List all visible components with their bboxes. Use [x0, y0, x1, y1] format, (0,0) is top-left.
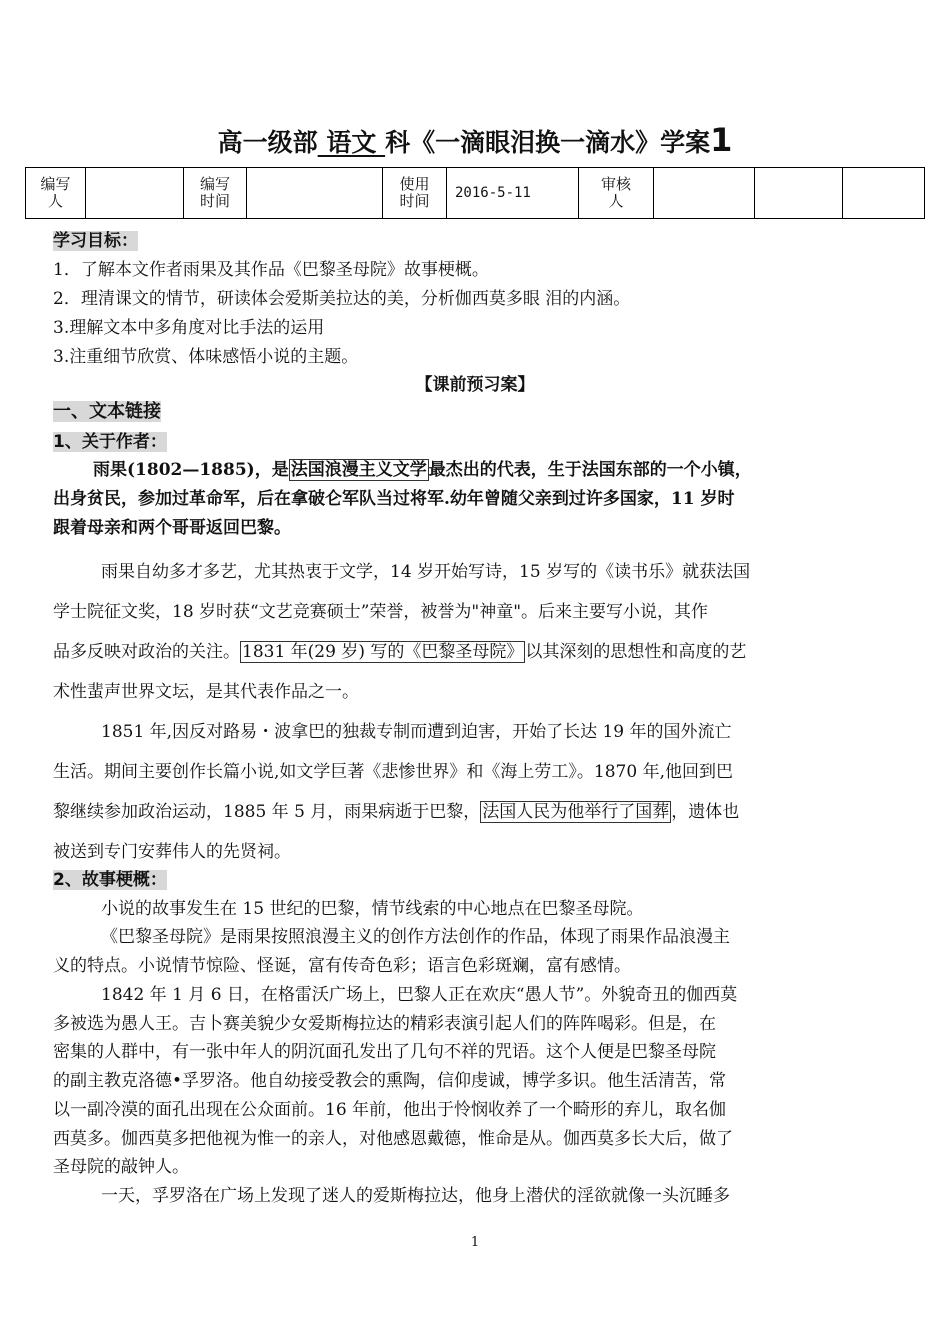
- objective-item: 1．了解本文作者雨果及其作品《巴黎圣母院》故事梗概。: [53, 260, 489, 280]
- author-para3-line: 生活。期间主要创作长篇小说,如文学巨著《悲惨世界》和《海上劳工》。1870 年,他回到巴: [53, 762, 733, 782]
- use-time-label: 使用 时间: [383, 168, 447, 219]
- author-label: 编写 人: [26, 168, 86, 219]
- story-line: 西莫多。伽西莫多把他视为惟一的亲人，对他感恩戴德，惟命是从。伽西莫多长大后，做了: [53, 1129, 733, 1149]
- subsection-heading-story: 2、故事梗概：: [53, 870, 167, 890]
- page-title: [0, 120, 950, 163]
- empty-cell: [755, 168, 843, 219]
- story-line: 密集的人群中，有一张中年人的阴沉面孔发出了几句不祥的咒语。这个人便是巴黎圣母院: [53, 1042, 716, 1062]
- author-para3-line: 1851 年,因反对路易・波拿巴的独裁专制而遭到迫害，开始了长达 19 年的国外流亡: [101, 722, 732, 742]
- meta-table: [25, 167, 925, 219]
- story-line: 一天，孚罗洛在广场上发现了迷人的爱斯梅拉达，他身上潜伏的淫欲就像一头沉睡多: [101, 1186, 730, 1206]
- story-line: 《巴黎圣母院》是雨果按照浪漫主义的创作方法创作的作品，体现了雨果作品浪漫主: [101, 927, 730, 947]
- page-number: 1: [470, 1235, 480, 1250]
- author-para3-line: 被送到专门安葬伟人的先贤祠。: [53, 842, 291, 862]
- highlight-box: 1831 年(29 岁) 写的《巴黎圣母院》: [242, 642, 524, 662]
- preview-heading: 【课前预习案】: [415, 375, 535, 395]
- author-para1-line: 跟着母亲和两个哥哥返回巴黎。: [53, 518, 291, 538]
- story-line: 以一副冷漠的面孔出现在公众面前。16 年前，他出于怜悯收养了一个畸形的弃儿，取名伽: [53, 1100, 727, 1120]
- subsection-heading-author: 1、关于作者：: [53, 432, 167, 452]
- author-para3-line: 黎继续参加政治运动，1885 年 5 月，雨果病逝于巴黎， 法国人民为他举行了国葬 ，遗体也: [53, 802, 740, 822]
- author-para2-line: 雨果自幼多才多艺，尤其热衷于文学，14 岁开始写诗，15 岁写的《读书乐》就获法国: [101, 562, 751, 582]
- author-para2-line: 术性蜚声世界文坛，是其代表作品之一。: [53, 682, 359, 702]
- use-time-value: 2016-5-11: [447, 168, 579, 219]
- empty-cell: [843, 168, 925, 219]
- title-number: 1: [710, 121, 733, 159]
- highlight-box: 法国人民为他举行了国葬: [482, 802, 670, 822]
- author-para2-line: 品多反映对政治的关注。 1831 年(29 岁) 写的《巴黎圣母院》 以其深刻的思想性和高度的艺: [53, 642, 747, 662]
- story-line: 多被选为愚人王。吉卜赛美貌少女爱斯梅拉达的精彩表演引起人们的阵阵喝彩。但是，在: [53, 1014, 716, 1034]
- objective-item: 3.注重细节欣赏、体味感悟小说的主题。: [53, 347, 359, 367]
- write-time-value: [247, 168, 383, 219]
- objective-item: 3.理解文本中多角度对比手法的运用: [53, 318, 325, 338]
- author-para1-line: 出身贫民，参加过革命军，后在拿破仑军队当过将军.幼年曾随父亲到过许多国家，11 岁时: [53, 489, 735, 509]
- story-line: 圣母院的敲钟人。: [53, 1157, 189, 1177]
- story-line: 1842 年 1 月 6 日，在格雷沃广场上，巴黎人正在欢庆“愚人节”。外貌奇丑的伽西莫: [101, 985, 738, 1005]
- review-label: 审核 人: [579, 168, 654, 219]
- highlight-box: 法国浪漫主义文学: [290, 460, 427, 480]
- review-value: [654, 168, 755, 219]
- objectives-heading: 学习目标：: [53, 231, 138, 251]
- title-main: 科《一滴眼泪换一滴水》学案: [385, 128, 711, 157]
- write-time-label: 编写 时间: [184, 168, 247, 219]
- story-line: 的副主教克洛德•孚罗洛。他自幼接受教会的熏陶，信仰虔诚，博学多识。他生活清苦，常: [53, 1071, 727, 1091]
- author-para1-line: 雨果(1802—1885)，是 法国浪漫主义文学 最杰出的代表，生于法国东部的一个小镇，: [93, 460, 752, 480]
- title-prefix: 高一级部: [217, 128, 318, 157]
- story-line: 义的特点。小说情节惊险、怪诞，富有传奇色彩；语言色彩斑斓，富有感情。: [53, 956, 631, 976]
- author-value: [86, 168, 184, 219]
- title-subject: 语文: [317, 128, 386, 157]
- author-para2-line: 学士院征文奖，18 岁时获“文艺竞赛硕士”荣誉，被誉为"神童"。后来主要写小说，其作: [53, 602, 709, 622]
- section-heading: 一、文本链接: [53, 401, 161, 422]
- story-line: 小说的故事发生在 15 世纪的巴黎，情节线索的中心地点在巴黎圣母院。: [101, 899, 644, 919]
- objective-item: 2．理清课文的情节，研读体会爱斯美拉达的美，分析伽西莫多眼 泪的内涵。: [53, 289, 631, 309]
